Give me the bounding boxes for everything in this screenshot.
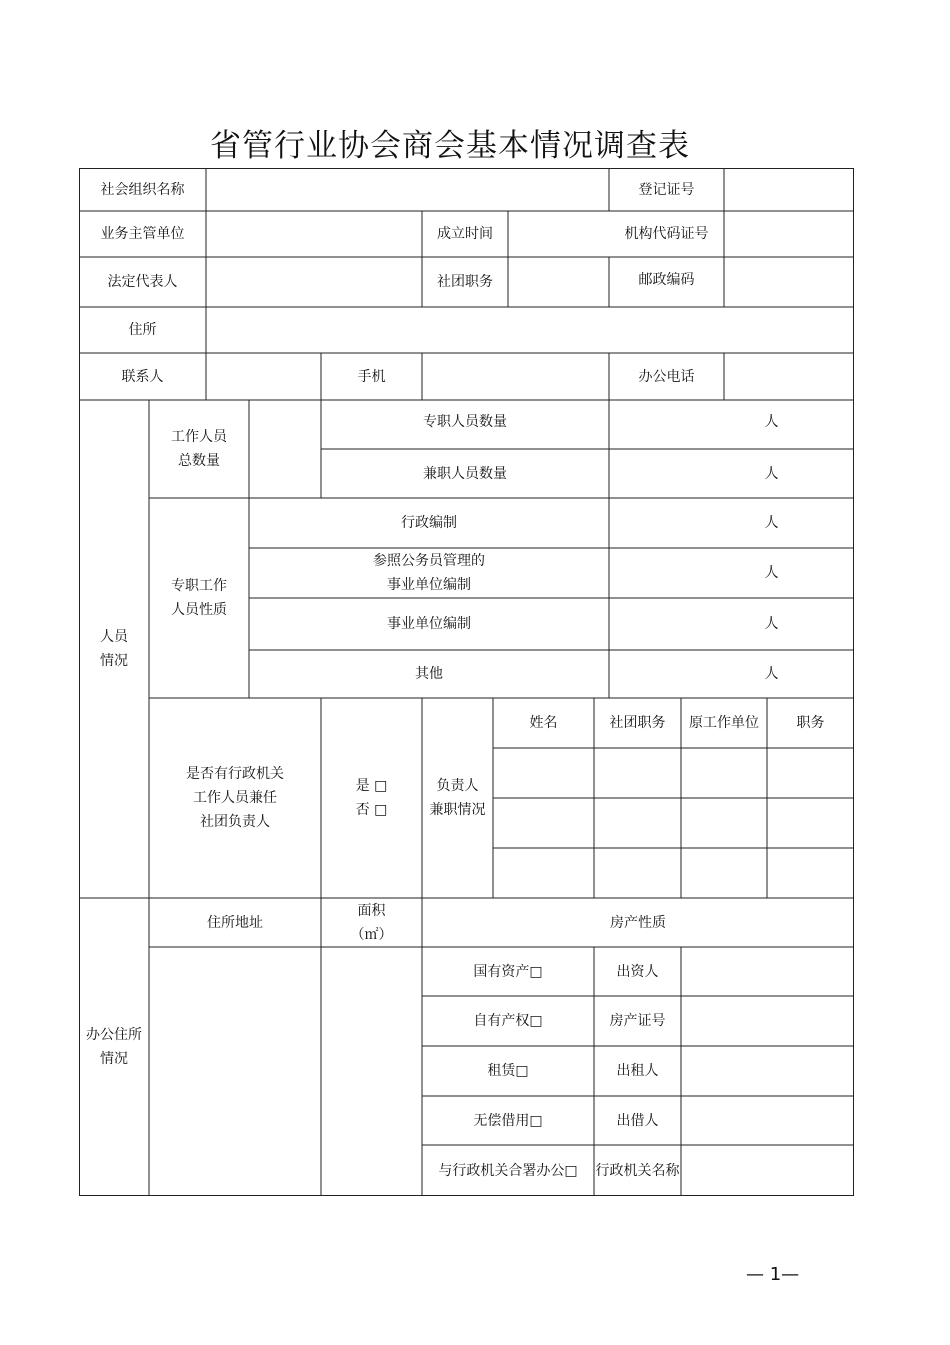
fulltime-unit: 人 — [764, 414, 779, 430]
office-address-header: 住所地址 — [207, 914, 263, 931]
assoc-post-label: 社团职务 — [437, 274, 493, 290]
joint-office-option[interactable]: 与行政机关合署办公□ — [438, 1162, 578, 1179]
leader-parttime-line-1: 负责人 — [436, 778, 479, 794]
form-title: 省管行业协会商会基本情况调查表 — [210, 128, 690, 164]
agency-name-label: 行政机关名称 — [595, 1162, 680, 1179]
org-name-label: 社会组织名称 — [100, 181, 185, 198]
personnel-section-line-1: 人员 — [100, 629, 128, 645]
legal-rep-label: 法定代表人 — [107, 274, 178, 290]
parttime-count-label: 兼职人员数量 — [423, 465, 507, 482]
supervisor-label: 业务主管单位 — [100, 226, 185, 242]
page-number: — 1— — [746, 1264, 800, 1285]
col-header-post: 职务 — [796, 715, 825, 731]
civil-ref-line-1: 参照公务员管理的 — [373, 553, 485, 569]
total-staff-label — [149, 400, 249, 498]
civil-ref-line-2: 事业单位编制 — [387, 577, 471, 593]
civil-ref-unit: 人 — [764, 565, 779, 581]
lender-label: 出借人 — [616, 1112, 659, 1129]
admin-staffing-label: 行政编制 — [401, 515, 457, 531]
office-section-line-2: 情况 — [100, 1051, 128, 1067]
other-label: 其他 — [415, 666, 443, 682]
other-unit: 人 — [764, 666, 779, 682]
public-inst-label: 事业单位编制 — [387, 616, 471, 632]
area-line-2: （㎡） — [350, 926, 393, 943]
yes-no-checkboxes — [321, 698, 422, 898]
office-section-label — [79, 898, 149, 1196]
concurrent-question-line-1: 是否有行政机关 — [186, 766, 284, 782]
reg-cert-label: 登记证号 — [638, 181, 695, 198]
office-section-line-1: 办公住所 — [86, 1027, 142, 1043]
free-loan-option[interactable]: 无偿借用□ — [473, 1112, 543, 1129]
leader-parttime-line-2: 兼职情况 — [429, 802, 486, 818]
office-phone-label: 办公电话 — [638, 368, 695, 385]
state-owned-option[interactable]: 国有资产□ — [473, 963, 543, 980]
survey-form-table — [79, 168, 854, 1196]
postcode-label: 邮政编码 — [638, 272, 695, 288]
office-area-header — [321, 898, 422, 947]
investor-label: 出资人 — [616, 963, 659, 980]
founded-label: 成立时间 — [437, 226, 493, 242]
fulltime-count-label: 专职人员数量 — [423, 414, 507, 430]
civil-ref-label — [249, 548, 609, 598]
yes-checkbox[interactable]: 是 □ — [355, 778, 388, 794]
staff-nature-line-2: 人员性质 — [171, 602, 227, 618]
total-staff-line-2: 总数量 — [178, 453, 220, 469]
concurrent-question-line-3: 社团负责人 — [200, 814, 270, 830]
property-nature-header: 房产性质 — [610, 914, 666, 931]
mobile-label: 手机 — [357, 368, 386, 385]
admin-staffing-unit: 人 — [764, 515, 779, 531]
lessor-label: 出租人 — [616, 1063, 659, 1079]
total-staff-line-1: 工作人员 — [171, 429, 227, 445]
address-label: 住所 — [128, 322, 157, 338]
no-checkbox[interactable]: 否 □ — [355, 802, 388, 818]
col-header-orig-unit: 原工作单位 — [689, 715, 759, 731]
own-property-option[interactable]: 自有产权□ — [473, 1013, 543, 1029]
personnel-section-label — [79, 400, 149, 898]
leader-parttime-label — [422, 698, 493, 898]
public-inst-unit: 人 — [764, 616, 779, 632]
concurrent-question — [149, 698, 321, 898]
col-header-assoc-post: 社团职务 — [609, 715, 666, 731]
org-code-label: 机构代码证号 — [624, 226, 709, 242]
staff-nature-label — [149, 498, 249, 698]
concurrent-question-line-2: 工作人员兼任 — [193, 790, 277, 806]
personnel-section-line-2: 情况 — [100, 653, 128, 669]
area-line-1: 面积 — [357, 902, 386, 919]
contact-label: 联系人 — [121, 368, 164, 385]
property-cert-label: 房产证号 — [609, 1013, 666, 1029]
col-header-name: 姓名 — [529, 715, 558, 731]
lease-option[interactable]: 租赁□ — [487, 1063, 529, 1079]
parttime-unit: 人 — [764, 465, 779, 482]
staff-nature-line-1: 专职工作 — [171, 578, 227, 594]
